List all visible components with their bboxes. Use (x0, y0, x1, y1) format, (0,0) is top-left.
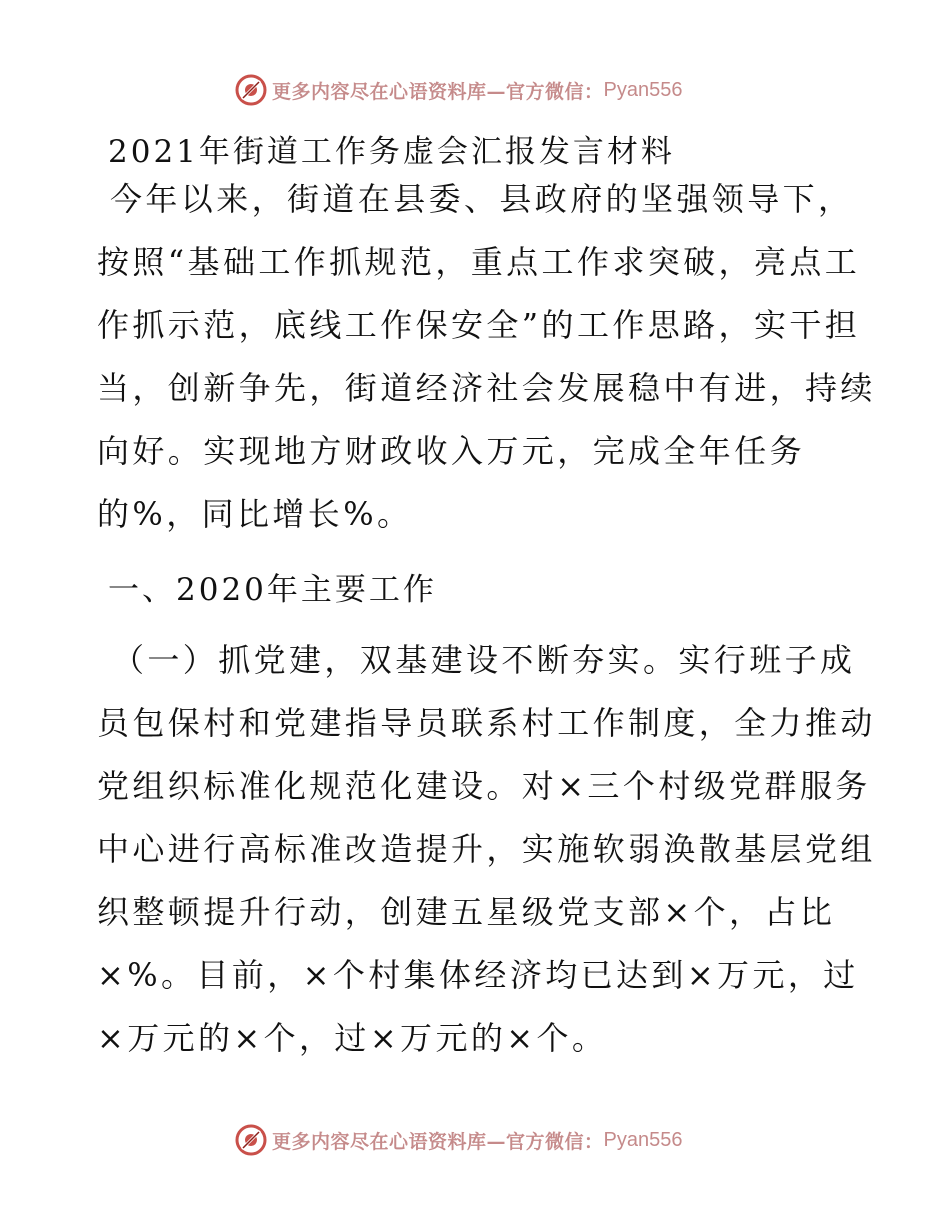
watermark-banner-top (234, 72, 682, 108)
section1-line: 织整顿提升行动，创建五星级党支部×个，占比 (97, 893, 836, 931)
watermark-handle: Pyan556 (603, 1128, 683, 1151)
intro-line: 按照“基础工作抓规范，重点工作求突破，亮点工 (97, 243, 861, 281)
intro-line: 的%，同比增长%。 (97, 495, 413, 533)
document-title: 2021年街道工作务虚会汇报发言材料 (108, 134, 675, 170)
section1-line: 中心进行高标准改造提升，实施软弱涣散基层党组 (97, 830, 876, 868)
intro-line: 向好。实现地方财政收入万元，完成全年任务 (97, 432, 806, 470)
logo-icon (234, 73, 268, 107)
section1-line: 党组织标准化规范化建设。对×三个村级党群服务 (97, 767, 871, 805)
intro-line: 当，创新争先，街道经济社会发展稳中有进，持续 (97, 369, 876, 407)
watermark-text: 更多内容尽在心语资料库—官方微信： (272, 1130, 604, 1153)
watermark-handle: Pyan556 (603, 78, 683, 101)
intro-line: 作抓示范，底线工作保安全”的工作思路，实干担 (97, 306, 861, 344)
section1-line: （一）抓党建，双基建设不断夯实。实行班子成 (112, 641, 856, 679)
section1-line: 员包保村和党建指导员联系村工作制度，全力推动 (97, 704, 876, 742)
section1-line: ×万元的×个，过×万元的×个。 (97, 1019, 608, 1057)
watermark-banner-bottom (234, 1122, 682, 1158)
section-heading: 一、2020年主要工作 (108, 572, 437, 608)
logo-icon (234, 1123, 268, 1157)
section1-line: ×%。目前，×个村集体经济均已达到×万元，过 (97, 956, 859, 994)
watermark-text: 更多内容尽在心语资料库—官方微信： (272, 80, 604, 103)
intro-line: 今年以来，街道在县委、县政府的坚强领导下， (110, 180, 854, 218)
